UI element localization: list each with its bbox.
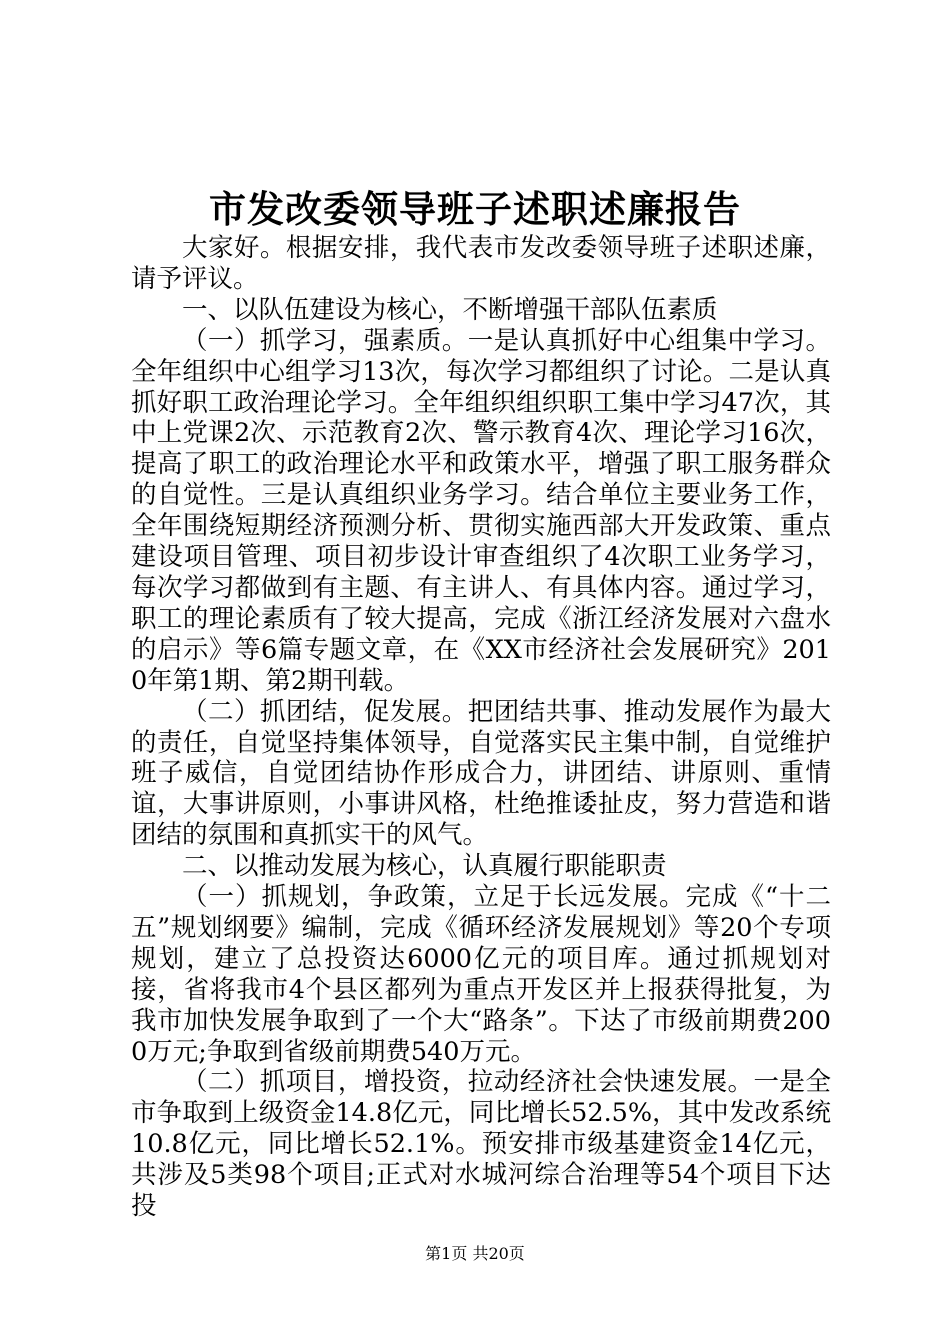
section-heading-1: 一、以队伍建设为核心，不断增强干部队伍素质 bbox=[182, 294, 718, 325]
paragraph-unity: （二）抓团结，促发展。把团结共事、推动发展作为最大的责任，自觉坚持集体领导，自觉落实民主集中制，自觉维护班子威信，自觉团结协作形成合力，讲团结、讲原则、重情谊，大事讲原则，小事讲风格，杜绝推诿扯皮，努力营造和谐团结的氛围和真抓实干的风气。 bbox=[131, 696, 831, 851]
paragraph-projects: （二）抓项目，增投资，拉动经济社会快速发展。一是全市争取到上级资金14.8亿元，同比增长52.5%，其中发改系统10.8亿元，同比增长52.1%。预安排市级基建资金14亿元，共涉及5类98个项目;正式对水城河综合治理等54个项目下达投 bbox=[131, 1067, 831, 1222]
paragraph-greeting: 大家好。根据安排，我代表市发改委领导班子述职述廉，请予评议。 bbox=[131, 233, 831, 294]
section-heading-2: 二、以推动发展为核心，认真履行职能职责 bbox=[182, 851, 667, 882]
document-body bbox=[131, 233, 831, 1222]
paragraph-study: （一）抓学习，强素质。一是认真抓好中心组集中学习。全年组织中心组学习13次，每次学习都组织了讨论。二是认真抓好职工政治理论学习。全年组织组织职工集中学习47次，其中上党课2次、示范教育2次、警示教育4次、理论学习16次，提高了职工的政治理论水平和政策水平，增强了职工服务群众的自觉性。三是认真组织业务学习。结合单位主要业务工作，全年围绕短期经济预测分析、贯彻实施西部大开发政策、重点建设项目管理、项目初步设计审查组织了4次职工业务学习，每次学习都做到有主题、有主讲人、有具体内容。通过学习，职工的理论素质有了较大提高，完成《浙江经济发展对六盘水的启示》等6篇专题文章，在《XX市经济社会发展研究》2010年第1期、第2期刊载。 bbox=[131, 325, 831, 696]
document-title: 市发改委领导班子述职述廉报告 bbox=[209, 187, 741, 231]
page-footer: 第1页 共20页 bbox=[425, 1244, 525, 1263]
paragraph-planning: （一）抓规划，争政策，立足于长远发展。完成《“十二五”规划纲要》编制，完成《循环经济发展规划》等20个专项规划，建立了总投资达6000亿元的项目库。通过抓规划对接，省将我市4个县区都列为重点开发区并上报获得批复，为我市加快发展争取到了一个大“路条”。下达了市级前期费2000万元;争取到省级前期费540万元。 bbox=[131, 882, 831, 1067]
